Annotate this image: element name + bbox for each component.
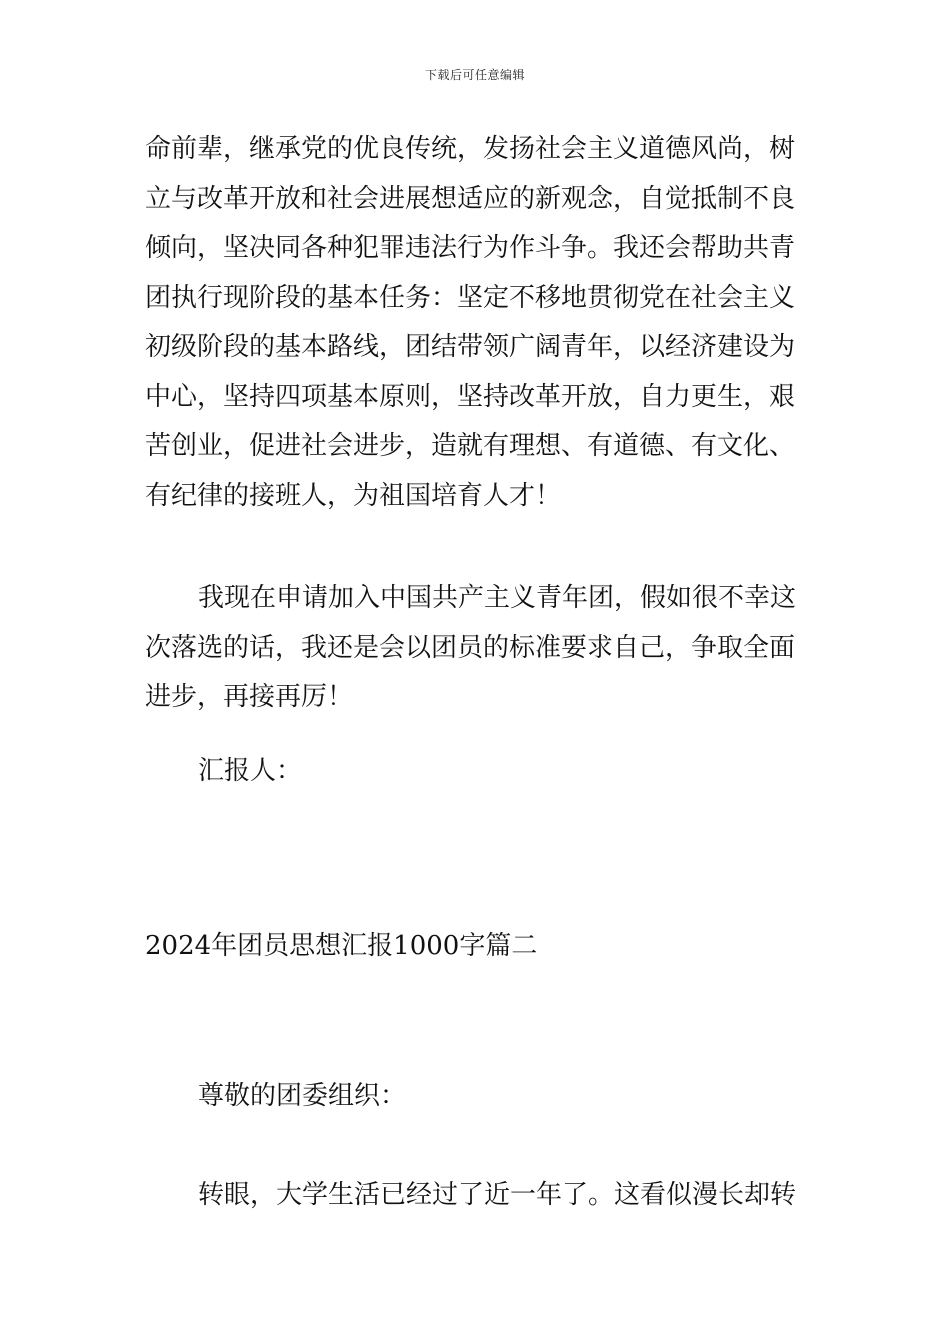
section-title-block bbox=[145, 922, 810, 972]
reporter-label: 汇报人： bbox=[198, 756, 303, 786]
text-line: 进步，再接再厉！ bbox=[145, 682, 354, 712]
text-line: 有纪律的接班人，为祖国培育人才！ bbox=[145, 480, 562, 511]
text-line: 团执行现阶段的基本任务：坚定不移地贯彻党在社会主义 bbox=[145, 282, 796, 313]
salutation: 尊敬的团委组织： bbox=[198, 1081, 407, 1111]
reporter-line bbox=[145, 747, 810, 797]
text-line: 命前辈，继承党的优良传统，发扬社会主义道德风尚，树 bbox=[145, 134, 796, 164]
section-title: 2024年团员思想汇报1000字篇二 bbox=[145, 931, 538, 961]
salutation-block bbox=[145, 1072, 810, 1122]
text-line: 初级阶段的基本路线，团结带领广阔青年，以经济建设为 bbox=[145, 332, 796, 362]
text-line: 立与改革开放和社会进展想适应的新观念，自觉抵制不良 bbox=[145, 183, 796, 214]
header-note: 下载后可任意编辑 bbox=[424, 68, 525, 82]
text-line: 中心，坚持四项基本原则，坚持改革开放，自力更生，艰 bbox=[145, 381, 796, 412]
text-line: 倾向，坚决同各种犯罪违法行为作斗争。我还会帮助共青 bbox=[145, 233, 796, 263]
text-line: 我现在申请加入中国共产主义青年团，假如很不幸这 bbox=[198, 583, 797, 613]
text-line: 苦创业，促进社会进步，造就有理想、有道德、有文化、 bbox=[145, 431, 796, 461]
text-line: 次落选的话，我还是会以团员的标准要求自己，争取全面 bbox=[145, 632, 796, 663]
paragraph-2 bbox=[145, 574, 810, 723]
paragraph-1 bbox=[145, 125, 810, 521]
paragraph-3 bbox=[145, 1171, 810, 1221]
text-line: 转眼，大学生活已经过了近一年了。这看似漫长却转 bbox=[198, 1180, 797, 1210]
